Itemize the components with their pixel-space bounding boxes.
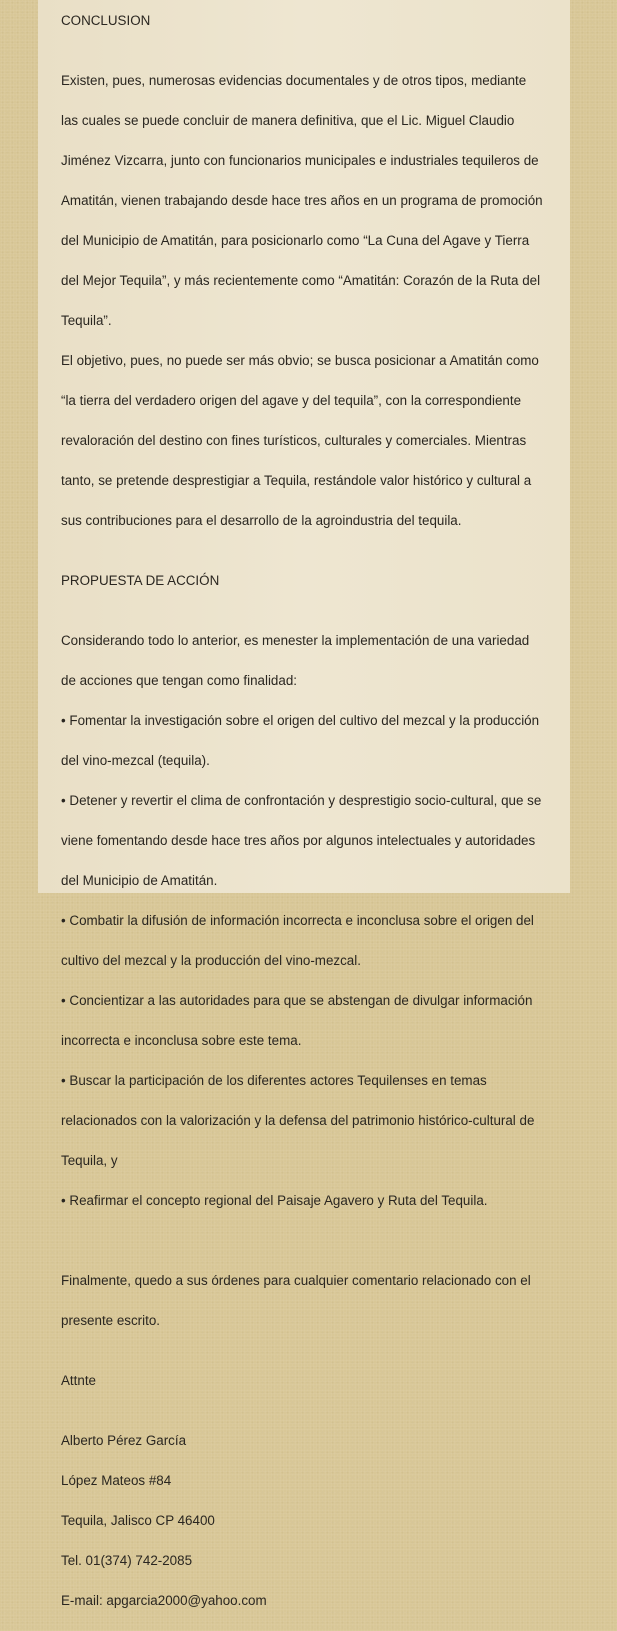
text-line: Jiménez Vizcarra, junto con funcionarios municipales e industriales tequileros de <box>61 153 539 168</box>
bullet-line: • Reafirmar el concepto regional del Paisaje Agavero y Ruta del Tequila. <box>61 1193 488 1208</box>
text-line: de acciones que tengan como finalidad: <box>61 673 297 688</box>
text-line: Existen, pues, numerosas evidencias documentales y de otros tipos, mediante <box>61 73 527 88</box>
salutation: Attnte <box>61 1373 96 1388</box>
closing-paragraph <box>61 1251 561 1351</box>
text-line: Tequila”. <box>61 313 112 328</box>
text-line: sus contribuciones para el desarrollo de la agroindustria del tequila. <box>61 513 462 528</box>
text-line: las cuales se puede concluir de manera definitiva, que el Lic. Miguel Claudio <box>61 113 515 128</box>
bullet-line: • Buscar la participación de los diferentes actores Tequilenses en temas <box>61 1073 487 1088</box>
text-line: relacionados con la valorización y la defensa del patrimonio histórico-cultural de <box>61 1113 535 1128</box>
signature-city: Tequila, Jalisco CP 46400 <box>61 1513 215 1528</box>
text-line: Tequila, y <box>61 1153 118 1168</box>
bullet-line: • Combatir la difusión de información incorrecta e inconclusa sobre el origen del <box>61 913 534 928</box>
text-line: Considerando todo lo anterior, es menester la implementación de una variedad <box>61 633 530 648</box>
text-line: El objetivo, pues, no puede ser más obvio; se busca posicionar a Amatitán como <box>61 353 539 368</box>
text-line: viene fomentando desde hace tres años por algunos intelectuales y autoridades <box>61 833 536 848</box>
propuesta-heading: PROPUESTA DE ACCIÓN <box>61 573 220 588</box>
text-line: presente escrito. <box>61 1313 160 1328</box>
text-line: del Municipio de Amatitán, para posicionarlo como “La Cuna del Agave y Tierra <box>61 233 530 248</box>
text-line: del Municipio de Amatitán. <box>61 873 218 888</box>
text-line: “la tierra del verdadero origen del agave y del tequila”, con la correspondiente <box>61 393 522 408</box>
conclusion-paragraph <box>61 51 561 551</box>
text-line: Amatitán, vienen trabajando desde hace tres años en un programa de promoción <box>61 193 543 208</box>
signature-block <box>61 1411 561 1631</box>
signature-phone: Tel. 01(374) 742-2085 <box>61 1553 193 1568</box>
signature-email: E-mail: apgarcia2000@yahoo.com <box>61 1593 267 1608</box>
text-line: cultivo del mezcal y la producción del vino-mezcal. <box>61 953 361 968</box>
text-line: del Mejor Tequila”, y más recientemente como “Amatitán: Corazón de la Ruta del <box>61 273 541 288</box>
document-panel <box>38 0 570 1608</box>
bullet-line: • Detener y revertir el clima de confrontación y desprestigio socio-cultural, que se <box>61 793 542 808</box>
signature-address: López Mateos #84 <box>61 1473 172 1488</box>
text-line: revaloración del destino con fines turísticos, culturales y comerciales. Mientras <box>61 433 527 448</box>
signature-name: Alberto Pérez García <box>61 1433 187 1448</box>
conclusion-heading: CONCLUSION <box>61 13 151 28</box>
text-line: del vino-mezcal (tequila). <box>61 753 210 768</box>
bullet-line: • Fomentar la investigación sobre el origen del cultivo del mezcal y la producción <box>61 713 540 728</box>
propuesta-paragraph <box>61 611 561 1231</box>
text-line: tanto, se pretende desprestigiar a Tequila, restándole valor histórico y cultural a <box>61 473 532 488</box>
text-line: Finalmente, quedo a sus órdenes para cualquier comentario relacionado con el <box>61 1273 531 1288</box>
bullet-line: • Concientizar a las autoridades para que se abstengan de divulgar información <box>61 993 533 1008</box>
text-line: incorrecta e inconclusa sobre este tema. <box>61 1033 302 1048</box>
